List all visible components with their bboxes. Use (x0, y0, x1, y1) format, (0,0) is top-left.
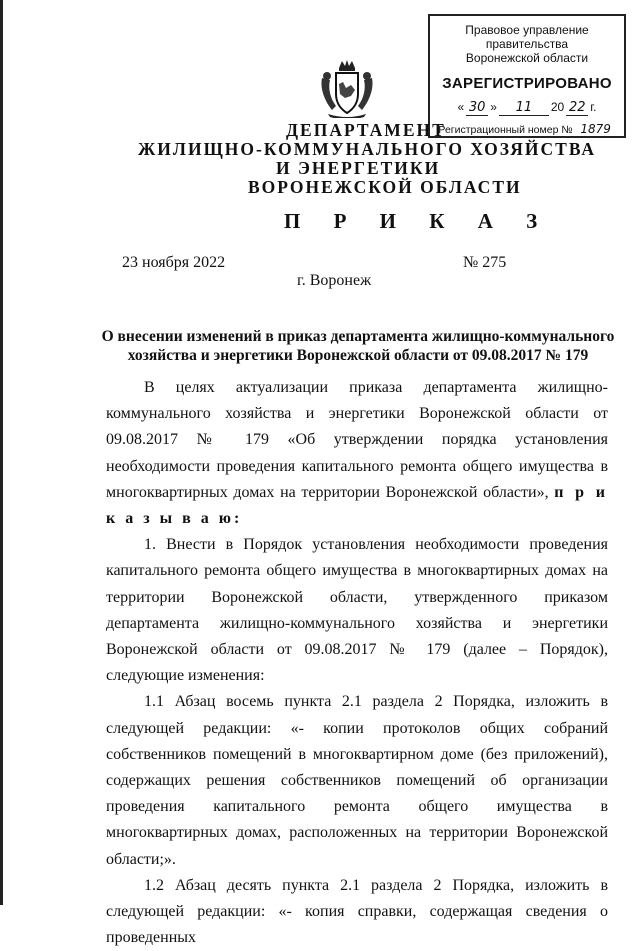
body-paragraph-1: 1. Внести в Порядок установления необходимости проведения капитального ремонта общего имущества в многоквартирных домах на территории Воронежской области, утвержденного приказом департамента жилищно-коммунального хозяйства и энергетики Воронежской области от 09.08.2017 № 179 (далее – Порядок), следующие изменения: (106, 536, 608, 685)
order-city: г. Воронеж (297, 272, 372, 289)
subject-line1: О внесении изменений в приказ департамента жилищно-коммунального (101, 328, 615, 345)
body-paragraph-1-1: 1.1 Абзац восемь пункта 2.1 раздела 2 Порядка, изложить в следующей редакции: «- копии протоколов общих собраний собственников помещений в многоквартирном доме (без приложений), содержащих решения собственников помещений об организации проведения капитального ремонта общего имущества в многоквартирных домах, расположенных на территории Воронежской области;». (106, 693, 608, 868)
stamp-reg-number: 1879 (576, 122, 616, 137)
dept-line4: ВОРОНЕЖСКОЙ ОБЛАСТИ (248, 177, 522, 197)
stamp-date-day: 30 (466, 100, 488, 116)
document-type: П Р И К А З (284, 209, 552, 233)
order-number: № 275 (463, 254, 507, 271)
preamble-text: В целях актуализации приказа департамента жилищно-коммунального хозяйства и энергетики Воронежской области от 09.08.2017 № 179 «Об утверждении порядка установления необходимости проведения капитального ремонта общего имущества в многоквартирных домах на территории Воронежской области», (106, 379, 608, 501)
stamp-authority-line2: Воронежской области (465, 51, 589, 65)
stamp-title: ЗАРЕГИСТРИРОВАНО (442, 75, 612, 92)
stamp-date-close-quote: » (490, 100, 497, 114)
order-directive: п р и к а з ы в а ю: (106, 483, 608, 528)
dept-line2: ЖИЛИЩНО-КОММУНАЛЬНОГО ХОЗЯЙСТВА (138, 139, 597, 159)
registration-stamp (428, 14, 626, 138)
page-edge (0, 0, 3, 905)
stamp-date-year-suffix: 22 (566, 100, 588, 116)
stamp-date (430, 100, 624, 116)
stamp-date-open-quote: « (457, 100, 465, 114)
order-body (106, 375, 608, 951)
dept-line3: И ЭНЕРГЕТИКИ (276, 158, 441, 178)
subject-line2: хозяйства и энергетики Воронежской области от 09.08.2017 № 179 (127, 347, 589, 364)
dept-line1: ДЕПАРТАМЕНТ (286, 120, 446, 140)
stamp-date-month: 11 (499, 100, 549, 116)
stamp-authority-line1: Правовое управление правительства (465, 23, 589, 51)
stamp-date-year-prefix: 20 (550, 100, 565, 114)
stamp-date-suffix: г. (590, 100, 597, 114)
body-paragraph-1-2: 1.2 Абзац десять пункта 2.1 раздела 2 Порядка, изложить в следующей редакции: «- копия справки, содержащая сведения о проведенных (106, 876, 608, 947)
order-subject (95, 327, 621, 365)
coat-of-arms-icon (318, 58, 376, 118)
body-paragraph-preamble (106, 375, 608, 532)
stamp-reg-label: Регистрационный номер № (438, 124, 573, 136)
order-date: 23 ноября 2022 (122, 254, 226, 271)
